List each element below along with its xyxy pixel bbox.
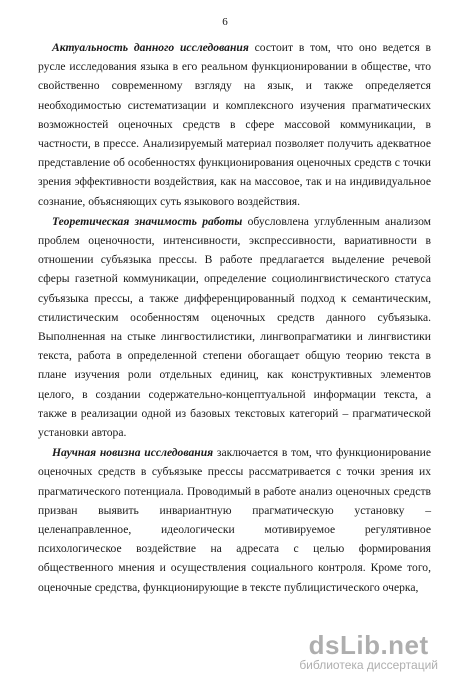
paragraph-lead: Актуальность данного исследования xyxy=(52,41,249,54)
paragraph-text: заключается в том, что функционирование оценочных средств в субъязыке прессы рассматривается с точки зрения их прагматического потенциала. Проводимый в работе анализ оценочных средств призван выявить инвариантную прагматическую установку – целенаправленное, идеологически мотивируемое регулятивное психологическое воздействие на адресата с целью формирования общественного мнения и осуществления социального контроля. Кроме того, оценочные средства, функционирующие в тексте публицистического очерка, xyxy=(38,446,431,594)
paragraph-lead: Научная новизна исследования xyxy=(52,446,214,460)
paragraph-relevance xyxy=(38,38,431,211)
watermark-caption: библиотека диссертаций xyxy=(299,658,438,672)
body-text xyxy=(38,38,431,597)
paragraph-lead: Теоретическая значимость работы xyxy=(52,214,243,228)
paragraph-theoretical-significance xyxy=(38,212,431,442)
paragraph-text: обусловлена углубленным анализом проблем оценочности, интенсивности, экспрессивности, вариативности в отношении субъязыка прессы. В работе предлагается выделение речевой сферы газетной коммуникации, определение социолингвистического статуса субъязыка прессы, а также дифференцированный подход к семантическим, стилистическим особенностям оценочных средств данного субъязыка. Выполненная на стыке лингвостилистики, лингвопрагматики и лингвистики текста, работа в определенной степени обогащает общую теорию текста в плане изучения роли отдельных единиц, как конструктивных элементов целого, в создании содержательно-концептуальной информации текста, а также в реализации одной из базовых текстовых категорий – прагматической установки автора. xyxy=(38,214,431,440)
paragraph-scientific-novelty xyxy=(38,443,431,597)
paragraph-text: состоит в том, что оно ведется в русле исследования языка в его реальном функционировании в обществе, что свойственно современному взгляду на язык, и также определяется необходимостью систематизации и комплексного изучения прагматических возможностей оценочных средств в сфере массовой коммуникации, в частности, в прессе. Анализируемый материал позволяет получить адекватное представление об особенностях функционирования оценочных средств с точки зрения эффективности воздействия, как на массовое, так и на индивидуальное сознание, объясняющих суть языкового воздействия. xyxy=(38,41,432,208)
page-number: 6 xyxy=(222,16,228,28)
watermark xyxy=(299,632,438,672)
watermark-logo: dsLib.net xyxy=(308,630,429,660)
